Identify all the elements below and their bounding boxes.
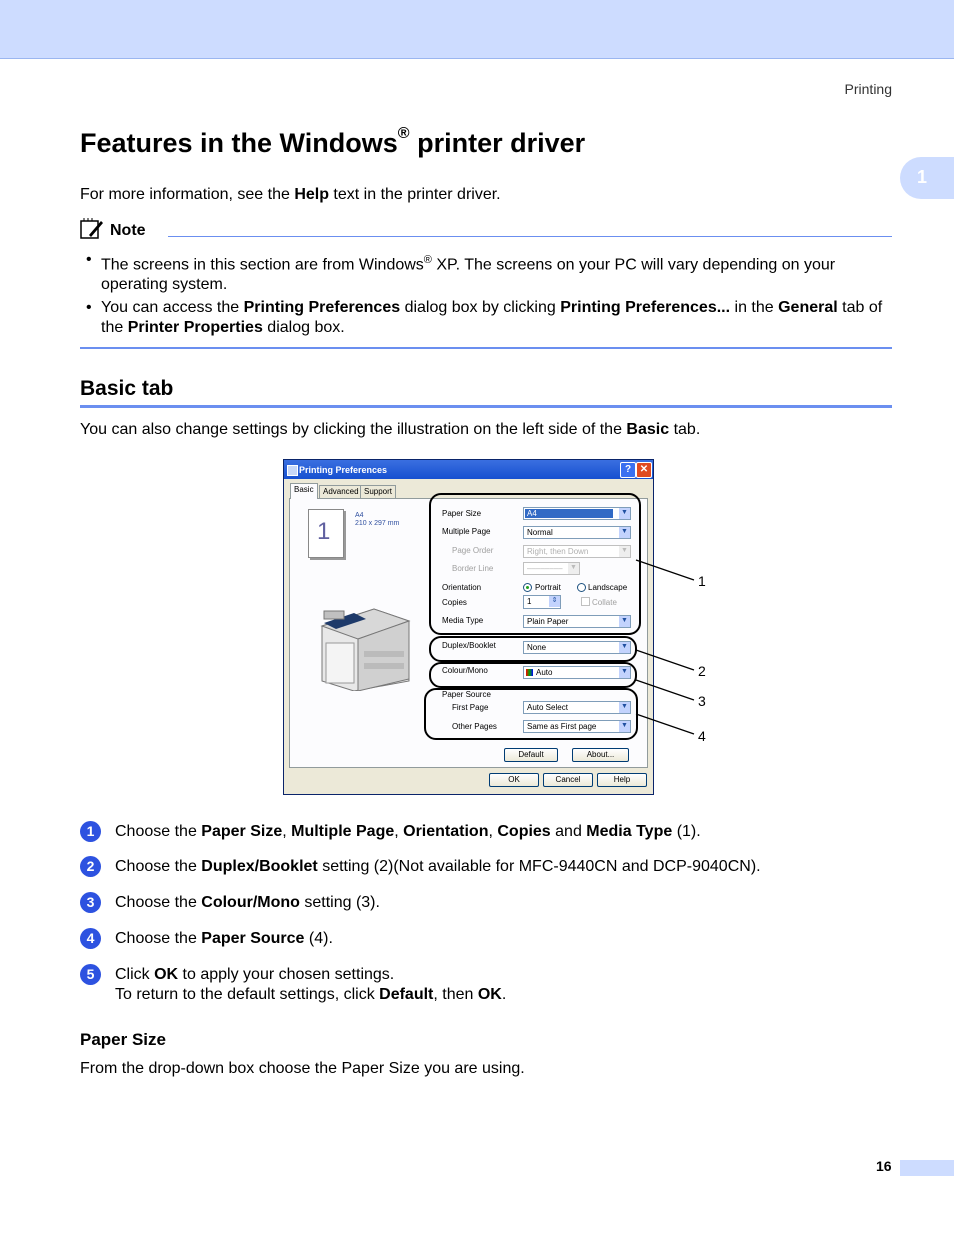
tab-support[interactable]: Support <box>360 485 396 498</box>
s1-s2: , <box>394 823 404 840</box>
media-type-label: Media Type <box>442 616 484 625</box>
border-line-label: Border Line <box>452 564 494 573</box>
callout-2: 2 <box>698 663 706 679</box>
portrait-label: Portrait <box>535 583 561 592</box>
preview-number: 1 <box>317 518 331 545</box>
page-preview[interactable] <box>308 509 344 558</box>
bullet-dot: • <box>86 251 92 268</box>
duplex-label: Duplex/Booklet <box>442 641 496 650</box>
border-line-select <box>523 562 580 575</box>
printer-app-icon <box>287 465 298 476</box>
s2-c: setting (2)(Not available for MFC-9440CN and DCP-9040CN). <box>317 858 761 875</box>
step-number: 3 <box>80 892 101 913</box>
s5-a: Click <box>115 966 155 983</box>
landscape-radio[interactable] <box>577 583 586 592</box>
page-number-bar <box>900 1160 954 1176</box>
chevron-down-icon: ▼ <box>568 563 579 574</box>
intro-before: For more information, see the <box>80 186 295 203</box>
dialog-title: Printing Preferences <box>299 465 388 475</box>
s1-end: (1). <box>672 823 701 840</box>
note-bullet-1-text <box>101 250 891 295</box>
heading-rule <box>80 405 892 408</box>
s5-b: OK <box>154 966 179 983</box>
intro-help: Help <box>294 186 329 203</box>
note2-b1: Printing Preferences <box>243 299 401 316</box>
s4-a: Choose the <box>115 930 202 947</box>
first-page-select[interactable] <box>523 701 631 714</box>
colour-mono-value: Auto <box>536 668 553 677</box>
intro-after: text in the printer driver. <box>328 186 501 203</box>
paper-source-label: Paper Source <box>442 690 491 699</box>
note2-d: in the <box>730 299 779 316</box>
s3-c: setting (3). <box>299 894 380 911</box>
paper-size-text: From the drop-down box choose the Paper Size you are using. <box>80 1060 525 1077</box>
border-line-value: –––––––– <box>527 564 563 573</box>
s1-b1: Paper Size <box>201 823 283 840</box>
page-title <box>80 125 586 159</box>
step-number: 5 <box>80 964 101 985</box>
title-registered: ® <box>397 125 410 142</box>
dialog-titlebar <box>284 460 653 479</box>
note-bullet-2-text <box>101 298 891 338</box>
other-pages-value: Same as First page <box>527 722 597 731</box>
tab-advanced[interactable]: Advanced <box>319 485 363 498</box>
s1-s3: , <box>488 823 498 840</box>
s5-line2d: OK <box>477 986 502 1003</box>
page-number: 16 <box>876 1158 892 1174</box>
basic-tab-heading: Basic tab <box>80 377 174 400</box>
help-button[interactable]: Help <box>597 773 647 787</box>
s2-a: Choose the <box>115 858 202 875</box>
duplex-value: None <box>527 643 547 652</box>
paper-size-label: Paper Size <box>442 509 482 518</box>
colour-mono-label: Colour/Mono <box>442 666 488 675</box>
title-suffix: printer driver <box>409 128 586 158</box>
step-number: 2 <box>80 856 101 877</box>
desc-c: tab. <box>669 421 701 438</box>
chevron-down-icon: ▼ <box>619 546 630 557</box>
chevron-down-icon: ▼ <box>619 721 630 732</box>
title-text: Features in the Windows <box>80 128 398 158</box>
colour-mono-select[interactable] <box>523 666 631 679</box>
callout-4: 4 <box>698 728 706 744</box>
step-number: 4 <box>80 928 101 949</box>
copies-value: 1 <box>527 597 532 606</box>
page-order-value: Right, then Down <box>527 547 589 556</box>
portrait-radio[interactable] <box>523 583 532 592</box>
section-label: Printing <box>844 81 892 97</box>
note1-registered: ® <box>423 254 432 266</box>
note2-e: tab of the <box>101 299 883 336</box>
copies-stepper[interactable] <box>523 595 561 609</box>
media-type-select[interactable] <box>523 615 631 628</box>
tab-basic[interactable]: Basic <box>290 483 318 499</box>
chevron-down-icon: ▼ <box>619 702 630 713</box>
desc-basic: Basic <box>626 421 670 438</box>
header-band <box>0 0 954 59</box>
s2-b: Duplex/Booklet <box>201 858 318 875</box>
step-4-text <box>115 929 890 949</box>
intro-text <box>80 185 501 205</box>
cancel-button[interactable]: Cancel <box>543 773 593 787</box>
chevron-down-icon: ▼ <box>619 616 630 627</box>
s5-line2c: , then <box>433 986 478 1003</box>
colour-icon <box>526 669 533 676</box>
other-pages-label: Other Pages <box>452 722 497 731</box>
note1-a: The screens in this section are from Windows <box>101 256 424 274</box>
multiple-page-select[interactable] <box>523 526 631 539</box>
paper-size-heading: Paper Size <box>80 1030 166 1049</box>
s4-b: Paper Source <box>201 930 305 947</box>
page-order-label: Page Order <box>452 546 494 555</box>
paper-size-value: A4 <box>525 509 613 518</box>
collate-label: Collate <box>592 598 617 607</box>
desc-a: You can also change settings by clicking the illustration on the left side of the <box>80 421 627 438</box>
note2-b4: Printer Properties <box>127 319 263 336</box>
note1-b: XP. The screens on your PC will vary depending on your operating system. <box>101 256 836 294</box>
s5-line2a: To return to the default settings, click <box>115 986 380 1003</box>
s1-s1: , <box>282 823 292 840</box>
media-type-value: Plain Paper <box>527 617 569 626</box>
s1-b5: Media Type <box>586 823 673 840</box>
other-pages-select[interactable] <box>523 720 631 733</box>
paper-size-select[interactable] <box>523 507 631 520</box>
note-header <box>80 218 892 240</box>
chevron-down-icon: ▼ <box>619 667 630 678</box>
callout-3: 3 <box>698 693 706 709</box>
close-button[interactable]: ✕ <box>636 462 652 478</box>
chapter-tab <box>900 157 954 199</box>
chevron-down-icon: ▼ <box>619 508 630 519</box>
about-button[interactable]: About... <box>572 748 629 762</box>
step-2-text <box>115 857 890 877</box>
landscape-label: Landscape <box>588 583 628 592</box>
s5-line2b: Default <box>379 986 434 1003</box>
s1-b4: Copies <box>497 823 551 840</box>
multiple-page-label: Multiple Page <box>442 527 491 536</box>
page-order-select <box>523 545 631 558</box>
collate-checkbox <box>581 597 590 606</box>
step-5-text <box>115 965 890 1005</box>
note-pencil-icon <box>80 218 104 240</box>
preview-size: A4 <box>355 512 364 519</box>
printing-preferences-dialog <box>283 459 654 795</box>
help-title-button[interactable]: ? <box>620 462 636 478</box>
step-1-text <box>115 822 890 842</box>
note2-c: dialog box by clicking <box>400 299 561 316</box>
step-number: 1 <box>80 821 101 842</box>
orientation-label: Orientation <box>442 583 482 592</box>
spin-arrows-icon[interactable]: ⇕ <box>549 596 560 607</box>
first-page-label: First Page <box>452 703 489 712</box>
printer-illustration[interactable] <box>314 591 414 691</box>
note-end-rule <box>80 347 892 349</box>
callout-1: 1 <box>698 573 706 589</box>
chevron-down-icon: ▼ <box>619 642 630 653</box>
s1-a: Choose the <box>115 823 202 840</box>
multiple-page-value: Normal <box>527 528 553 537</box>
step-3-text <box>115 893 890 913</box>
duplex-select[interactable] <box>523 641 631 654</box>
bullet-dot: • <box>86 299 92 316</box>
note2-a: You can access the <box>101 299 244 316</box>
basic-tab-desc <box>80 420 700 440</box>
copies-label: Copies <box>442 598 467 607</box>
first-page-value: Auto Select <box>527 703 568 712</box>
ok-button[interactable]: OK <box>489 773 539 787</box>
note2-f: dialog box. <box>262 319 345 336</box>
s3-b: Colour/Mono <box>201 894 300 911</box>
note-rule <box>168 236 892 237</box>
note2-b2: Printing Preferences... <box>560 299 731 316</box>
s1-b3: Orientation <box>403 823 489 840</box>
s4-c: (4). <box>304 930 333 947</box>
note-label: Note <box>110 222 146 239</box>
s1-b2: Multiple Page <box>291 823 395 840</box>
s3-a: Choose the <box>115 894 202 911</box>
default-button[interactable]: Default <box>504 748 558 762</box>
note2-b3: General <box>778 299 838 316</box>
chapter-number: 1 <box>917 167 928 187</box>
s5-line2e: . <box>501 986 507 1003</box>
s5-c: to apply your chosen settings. <box>178 966 395 983</box>
preview-dims: 210 x 297 mm <box>355 520 400 527</box>
chevron-down-icon: ▼ <box>619 527 630 538</box>
s1-s4: and <box>550 823 587 840</box>
